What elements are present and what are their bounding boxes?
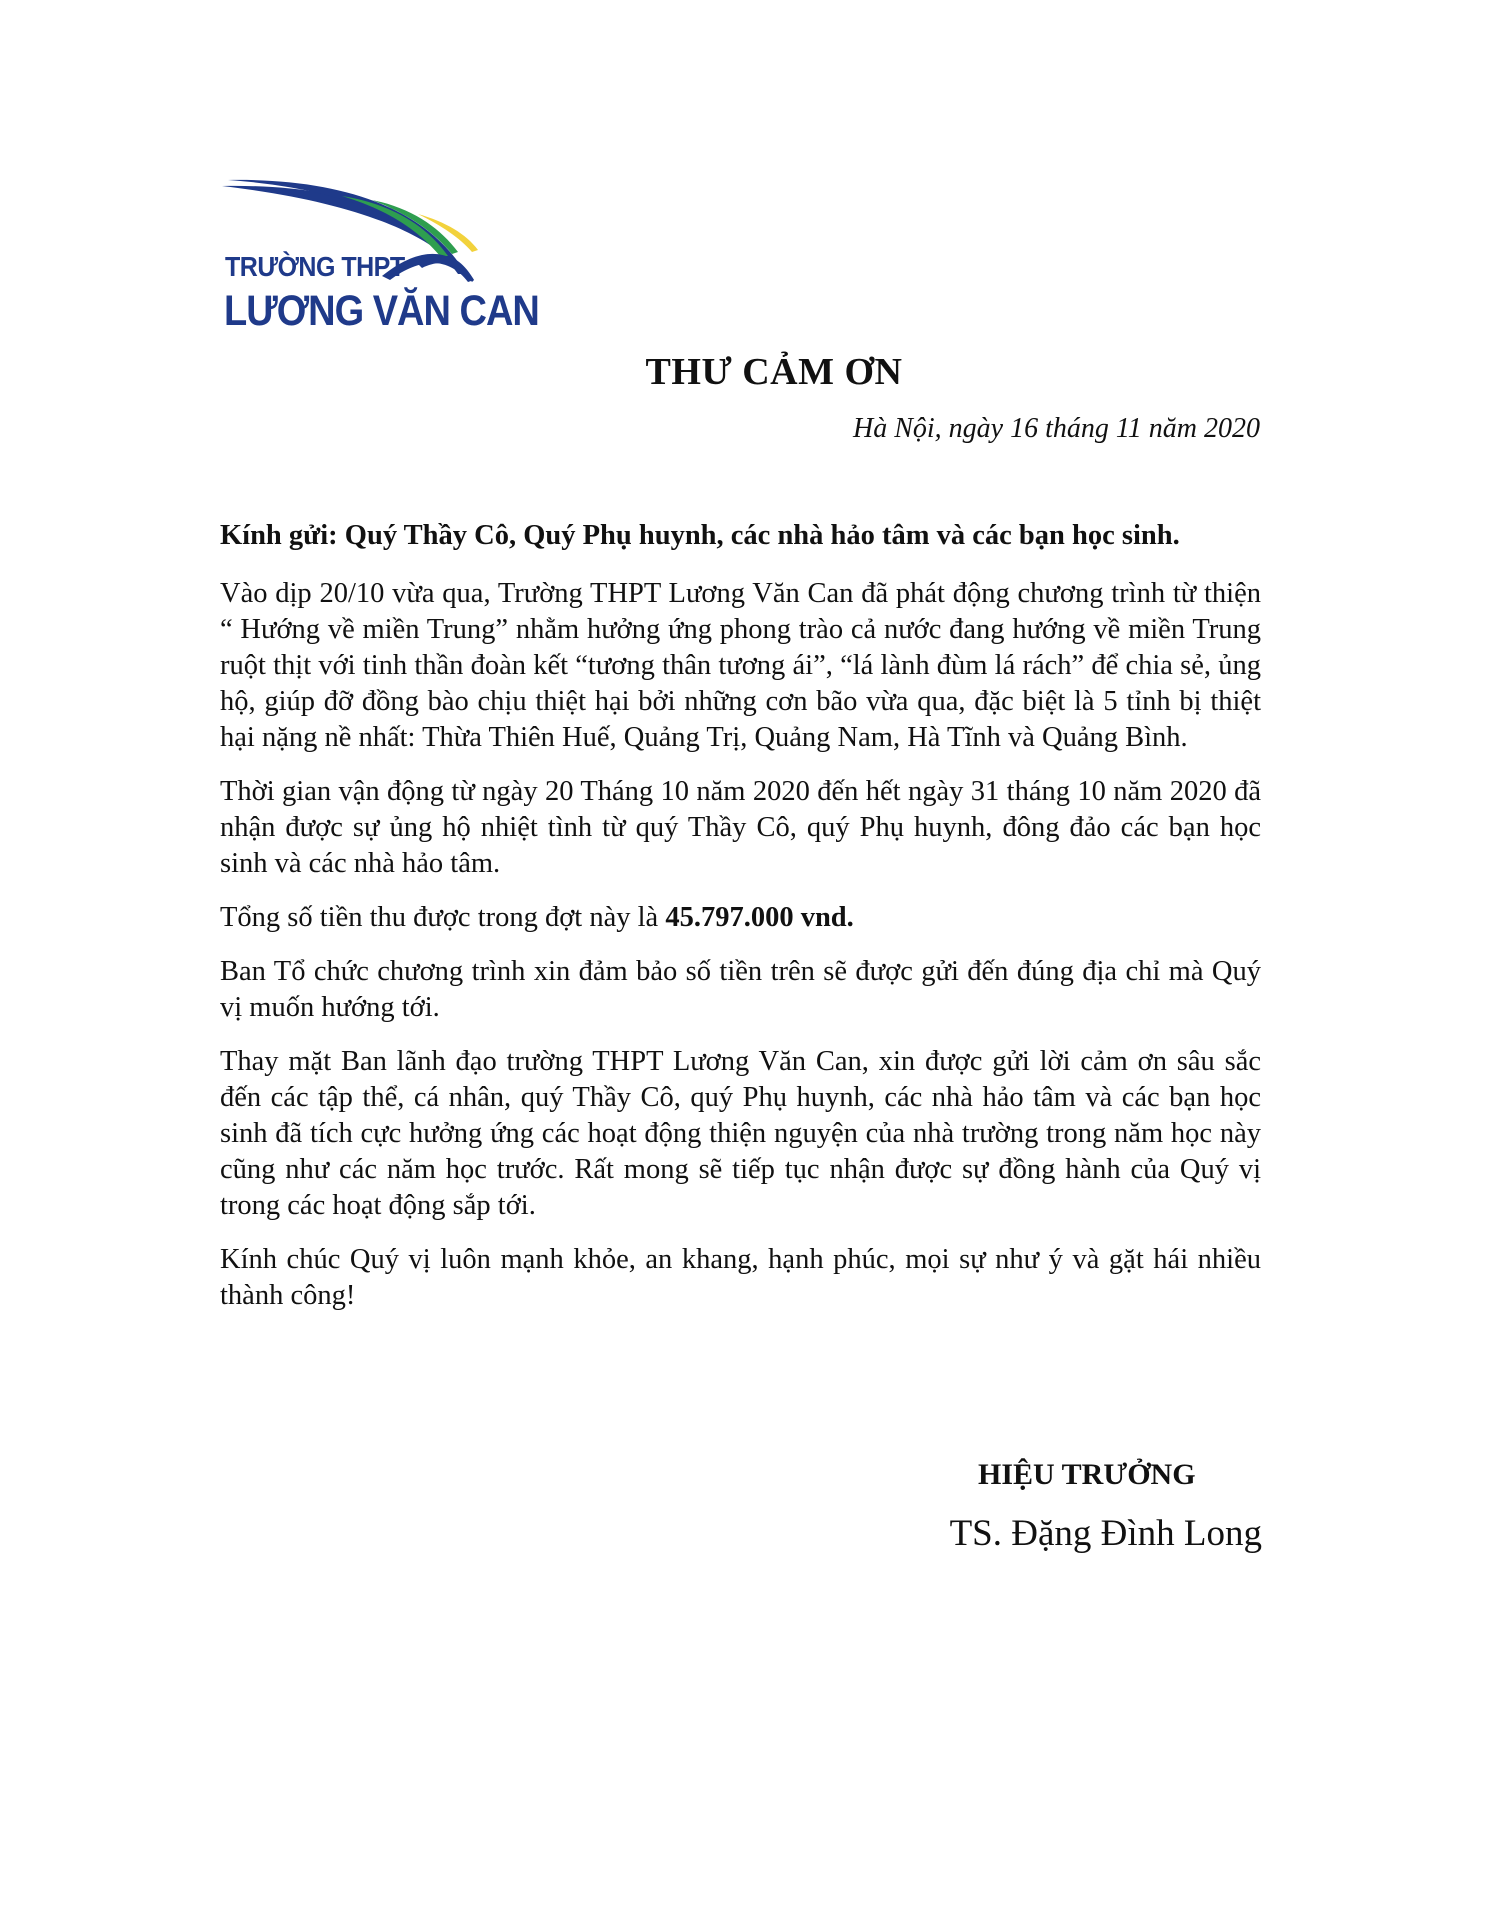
signature-title: HIỆU TRƯỞNG bbox=[978, 1458, 1196, 1491]
letter-title: THƯ CẢM ƠN bbox=[645, 351, 903, 393]
school-logo bbox=[222, 178, 539, 338]
letter-paragraph: Ban Tổ chức chương trình xin đảm bảo số tiền trên sẽ được gửi đến đúng địa chỉ mà Quý vị muốn hướng tới. bbox=[220, 956, 1261, 1023]
total-label: Tổng số tiền thu được trong đợt này là bbox=[220, 902, 666, 933]
letter-date: Hà Nội, ngày 16 tháng 11 năm 2020 bbox=[852, 413, 1260, 444]
letter-paragraph: Thay mặt Ban lãnh đạo trường THPT Lương Văn Can, xin được gửi lời cảm ơn sâu sắc đến các tập thể, cá nhân, quý Thầy Cô, quý Phụ huynh, các nhà hảo tâm và các bạn học sinh đã tích cực hưởng ứng các hoạt động thiện nguyện của nhà trường trong năm học này cũng như các năm học trước. Rất mong sẽ tiếp tục nhận được sự đồng hành của Quý vị trong các hoạt động sắp tới. bbox=[220, 1046, 1261, 1221]
total-paragraph bbox=[220, 900, 1261, 936]
signature-name: TS. Đặng Đình Long bbox=[949, 1513, 1262, 1554]
letter-paragraph: Kính chúc Quý vị luôn mạnh khỏe, an khang, hạnh phúc, mọi sự như ý và gặt hái nhiều thành công! bbox=[220, 1244, 1261, 1311]
letter-body bbox=[220, 518, 1261, 1332]
letter-paragraph: Thời gian vận động từ ngày 20 Tháng 10 năm 2020 đến hết ngày 31 tháng 10 năm 2020 đã nhận được sự ủng hộ nhiệt tình từ quý Thầy Cô, quý Phụ huynh, đông đảo các bạn học sinh và các nhà hảo tâm. bbox=[220, 776, 1261, 879]
letter-paragraph: Vào dịp 20/10 vừa qua, Trường THPT Lương Văn Can đã phát động chương trình từ thiện “ Hướng về miền Trung” nhằm hưởng ứng phong trào cả nước đang hướng về miền Trung ruột thịt với tinh thần đoàn kết “tương thân tương ái”, “lá lành đùm lá rách” để chia sẻ, ủng hộ, giúp đỡ đồng bào chịu thiệt hại bởi những cơn bão vừa qua, đặc biệt là 5 tỉnh bị thiệt hại nặng nề nhất: Thừa Thiên Huế, Quảng Trị, Quảng Nam, Hà Tĩnh và Quảng Bình. bbox=[220, 578, 1261, 753]
total-amount: 45.797.000 vnd. bbox=[665, 902, 854, 933]
logo-text-school-name: LƯƠNG VĂN CAN bbox=[224, 288, 539, 336]
letter-greeting: Kính gửi: Quý Thầy Cô, Quý Phụ huynh, các nhà hảo tâm và các bạn học sinh. bbox=[220, 520, 1180, 551]
logo-text-school-type: TRƯỜNG THPT bbox=[225, 252, 405, 283]
